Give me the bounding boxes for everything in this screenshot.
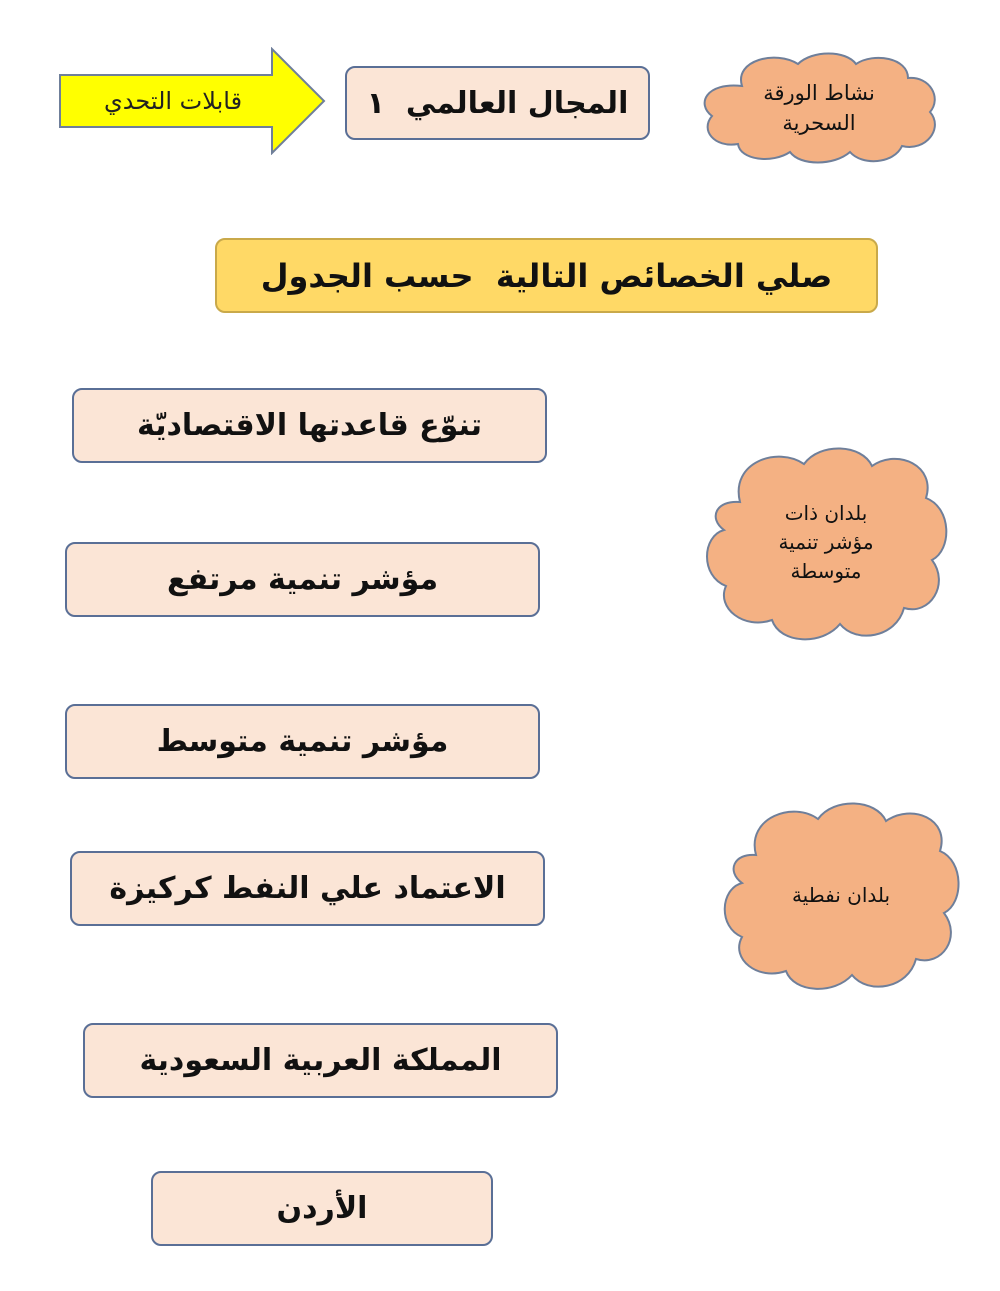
- target-medium-development-countries[interactable]: [700, 440, 952, 645]
- item-label: المملكة العربية السعودية: [139, 1043, 502, 1078]
- target-label: بلدان ذات مؤشر تنمية متوسطة: [778, 501, 874, 583]
- item-high-development-index[interactable]: [65, 542, 540, 617]
- item-label: مؤشر تنمية مرتفع: [166, 562, 439, 597]
- domain-label: المجال العالمي ١: [366, 85, 629, 121]
- target-oil-countries[interactable]: [718, 795, 964, 995]
- item-label: مؤشر تنمية متوسط: [156, 724, 449, 759]
- item-oil-dependence[interactable]: [70, 851, 545, 926]
- arrow-label: قابلات التحدي: [103, 87, 243, 115]
- item-label: تنوّع قاعدتها الاقتصاديّة: [137, 408, 482, 443]
- domain-label-box: [345, 66, 650, 140]
- magic-sheet-label: نشاط الورقة السحرية: [763, 80, 875, 135]
- item-jordan[interactable]: [151, 1171, 493, 1246]
- magic-sheet-cloud: [694, 48, 944, 168]
- item-economic-diversity[interactable]: [72, 388, 547, 463]
- target-label: بلدان نفطية: [791, 882, 891, 907]
- item-medium-development-index[interactable]: [65, 704, 540, 779]
- item-saudi-arabia[interactable]: [83, 1023, 558, 1098]
- item-label: الاعتماد علي النفط كركيزة: [109, 871, 506, 906]
- instruction-text: صلي الخصائص التالية حسب الجدول: [260, 256, 833, 295]
- instruction-title: [215, 238, 878, 313]
- challenge-arrow[interactable]: [58, 47, 328, 155]
- item-label: الأردن: [276, 1191, 368, 1226]
